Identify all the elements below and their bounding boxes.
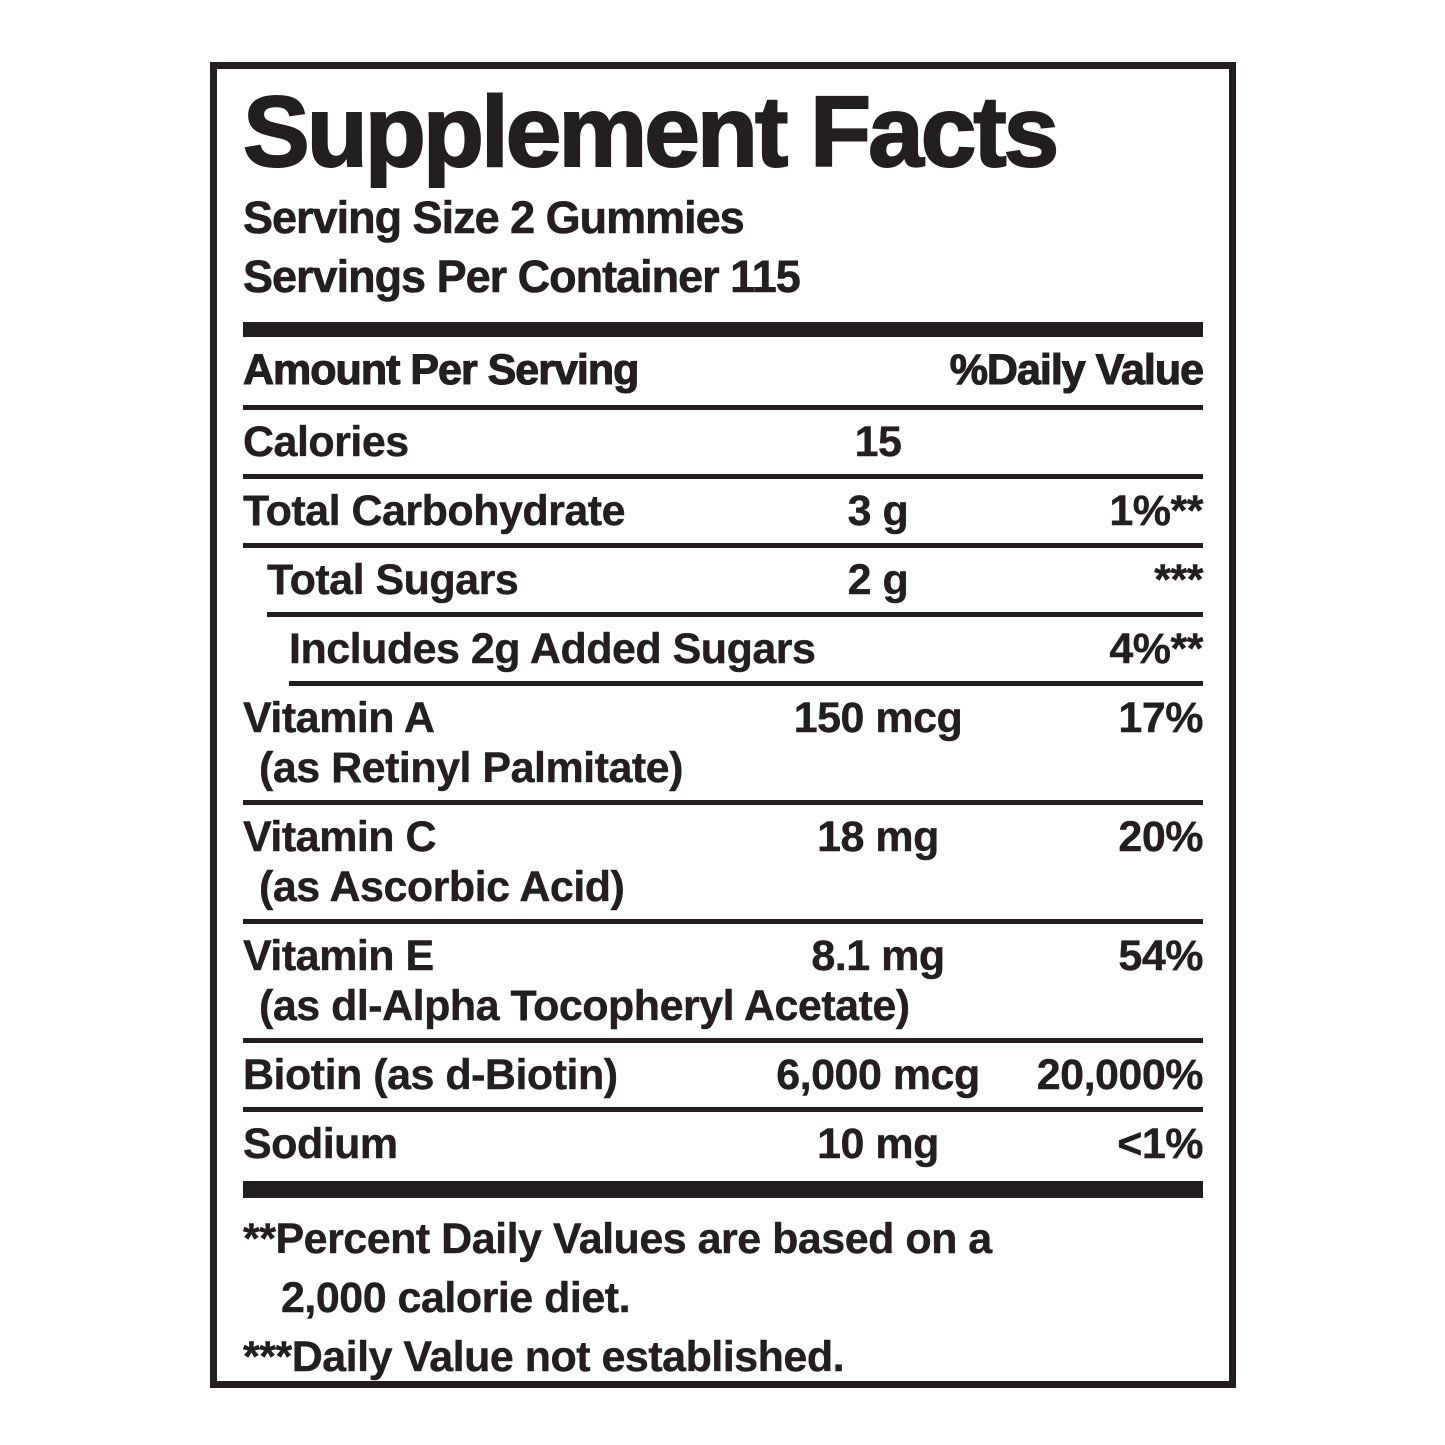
nutrient-row [243, 617, 1203, 681]
nutrient-row [243, 1112, 1203, 1176]
nutrient-name: Vitamin A [243, 694, 435, 742]
nutrient-row [243, 1043, 1203, 1107]
nutrient-row [243, 548, 1203, 612]
servings-per-container-text: Servings Per Container 115 [243, 250, 800, 302]
nutrient-name: Includes 2g Added Sugars [289, 625, 816, 673]
nutrient-rows [243, 410, 1203, 1176]
nutrient-source: (as Ascorbic Acid) [259, 863, 625, 911]
nutrient-name: Biotin (as d-Biotin) [243, 1051, 618, 1099]
nutrient-row [243, 479, 1203, 543]
nutrient-name: Sodium [243, 1120, 398, 1168]
footnote-line: 2,000 calorie diet. [281, 1274, 631, 1322]
nutrient-row [243, 805, 1203, 919]
footnote-line: ***Daily Value not established. [243, 1333, 845, 1381]
nutrient-daily-value: *** [1154, 556, 1203, 604]
nutrient-daily-value: 4%** [1109, 625, 1203, 673]
amount-per-serving-header: Amount Per Serving [243, 346, 639, 394]
nutrient-amount: 10 mg [817, 1120, 939, 1168]
nutrient-row [243, 686, 1203, 800]
nutrient-row [243, 410, 1203, 474]
footnotes [243, 1198, 1203, 1387]
nutrient-amount: 15 [854, 418, 902, 466]
nutrient-name: Total Sugars [267, 556, 519, 604]
nutrient-amount: 3 g [847, 487, 909, 535]
nutrient-daily-value: 17% [1118, 694, 1203, 742]
nutrient-daily-value: <1% [1117, 1120, 1203, 1168]
nutrient-daily-value: 54% [1118, 932, 1203, 980]
nutrient-amount: 6,000 mcg [776, 1051, 980, 1099]
panel-title: Supplement Facts [243, 76, 1057, 188]
nutrient-row [243, 924, 1203, 1038]
nutrient-daily-value: 20,000% [1036, 1051, 1203, 1099]
nutrient-name: Vitamin E [243, 932, 434, 980]
nutrient-name: Total Carbohydrate [243, 487, 626, 535]
column-header-row [243, 337, 1203, 410]
supplement-facts-panel [210, 62, 1236, 1388]
nutrient-daily-value: 20% [1118, 813, 1203, 861]
nutrient-amount: 18 mg [817, 813, 939, 861]
daily-value-header: %Daily Value [949, 346, 1203, 394]
nutrient-name: Vitamin C [243, 813, 437, 861]
nutrient-amount: 2 g [847, 556, 909, 604]
nutrient-amount: 8.1 mg [811, 932, 945, 980]
nutrient-amount: 150 mcg [793, 694, 963, 742]
thick-divider-bottom [243, 1181, 1203, 1198]
nutrient-daily-value: 1%** [1109, 487, 1203, 535]
thick-divider-top [243, 322, 1203, 337]
nutrient-source: (as Retinyl Palmitate) [259, 744, 683, 792]
nutrient-name: Calories [243, 418, 409, 466]
footnote-line: **Percent Daily Values are based on a [243, 1215, 992, 1263]
serving-size-text: Serving Size 2 Gummies [243, 192, 744, 243]
nutrient-source: (as dl-Alpha Tocopheryl Acetate) [259, 982, 910, 1030]
